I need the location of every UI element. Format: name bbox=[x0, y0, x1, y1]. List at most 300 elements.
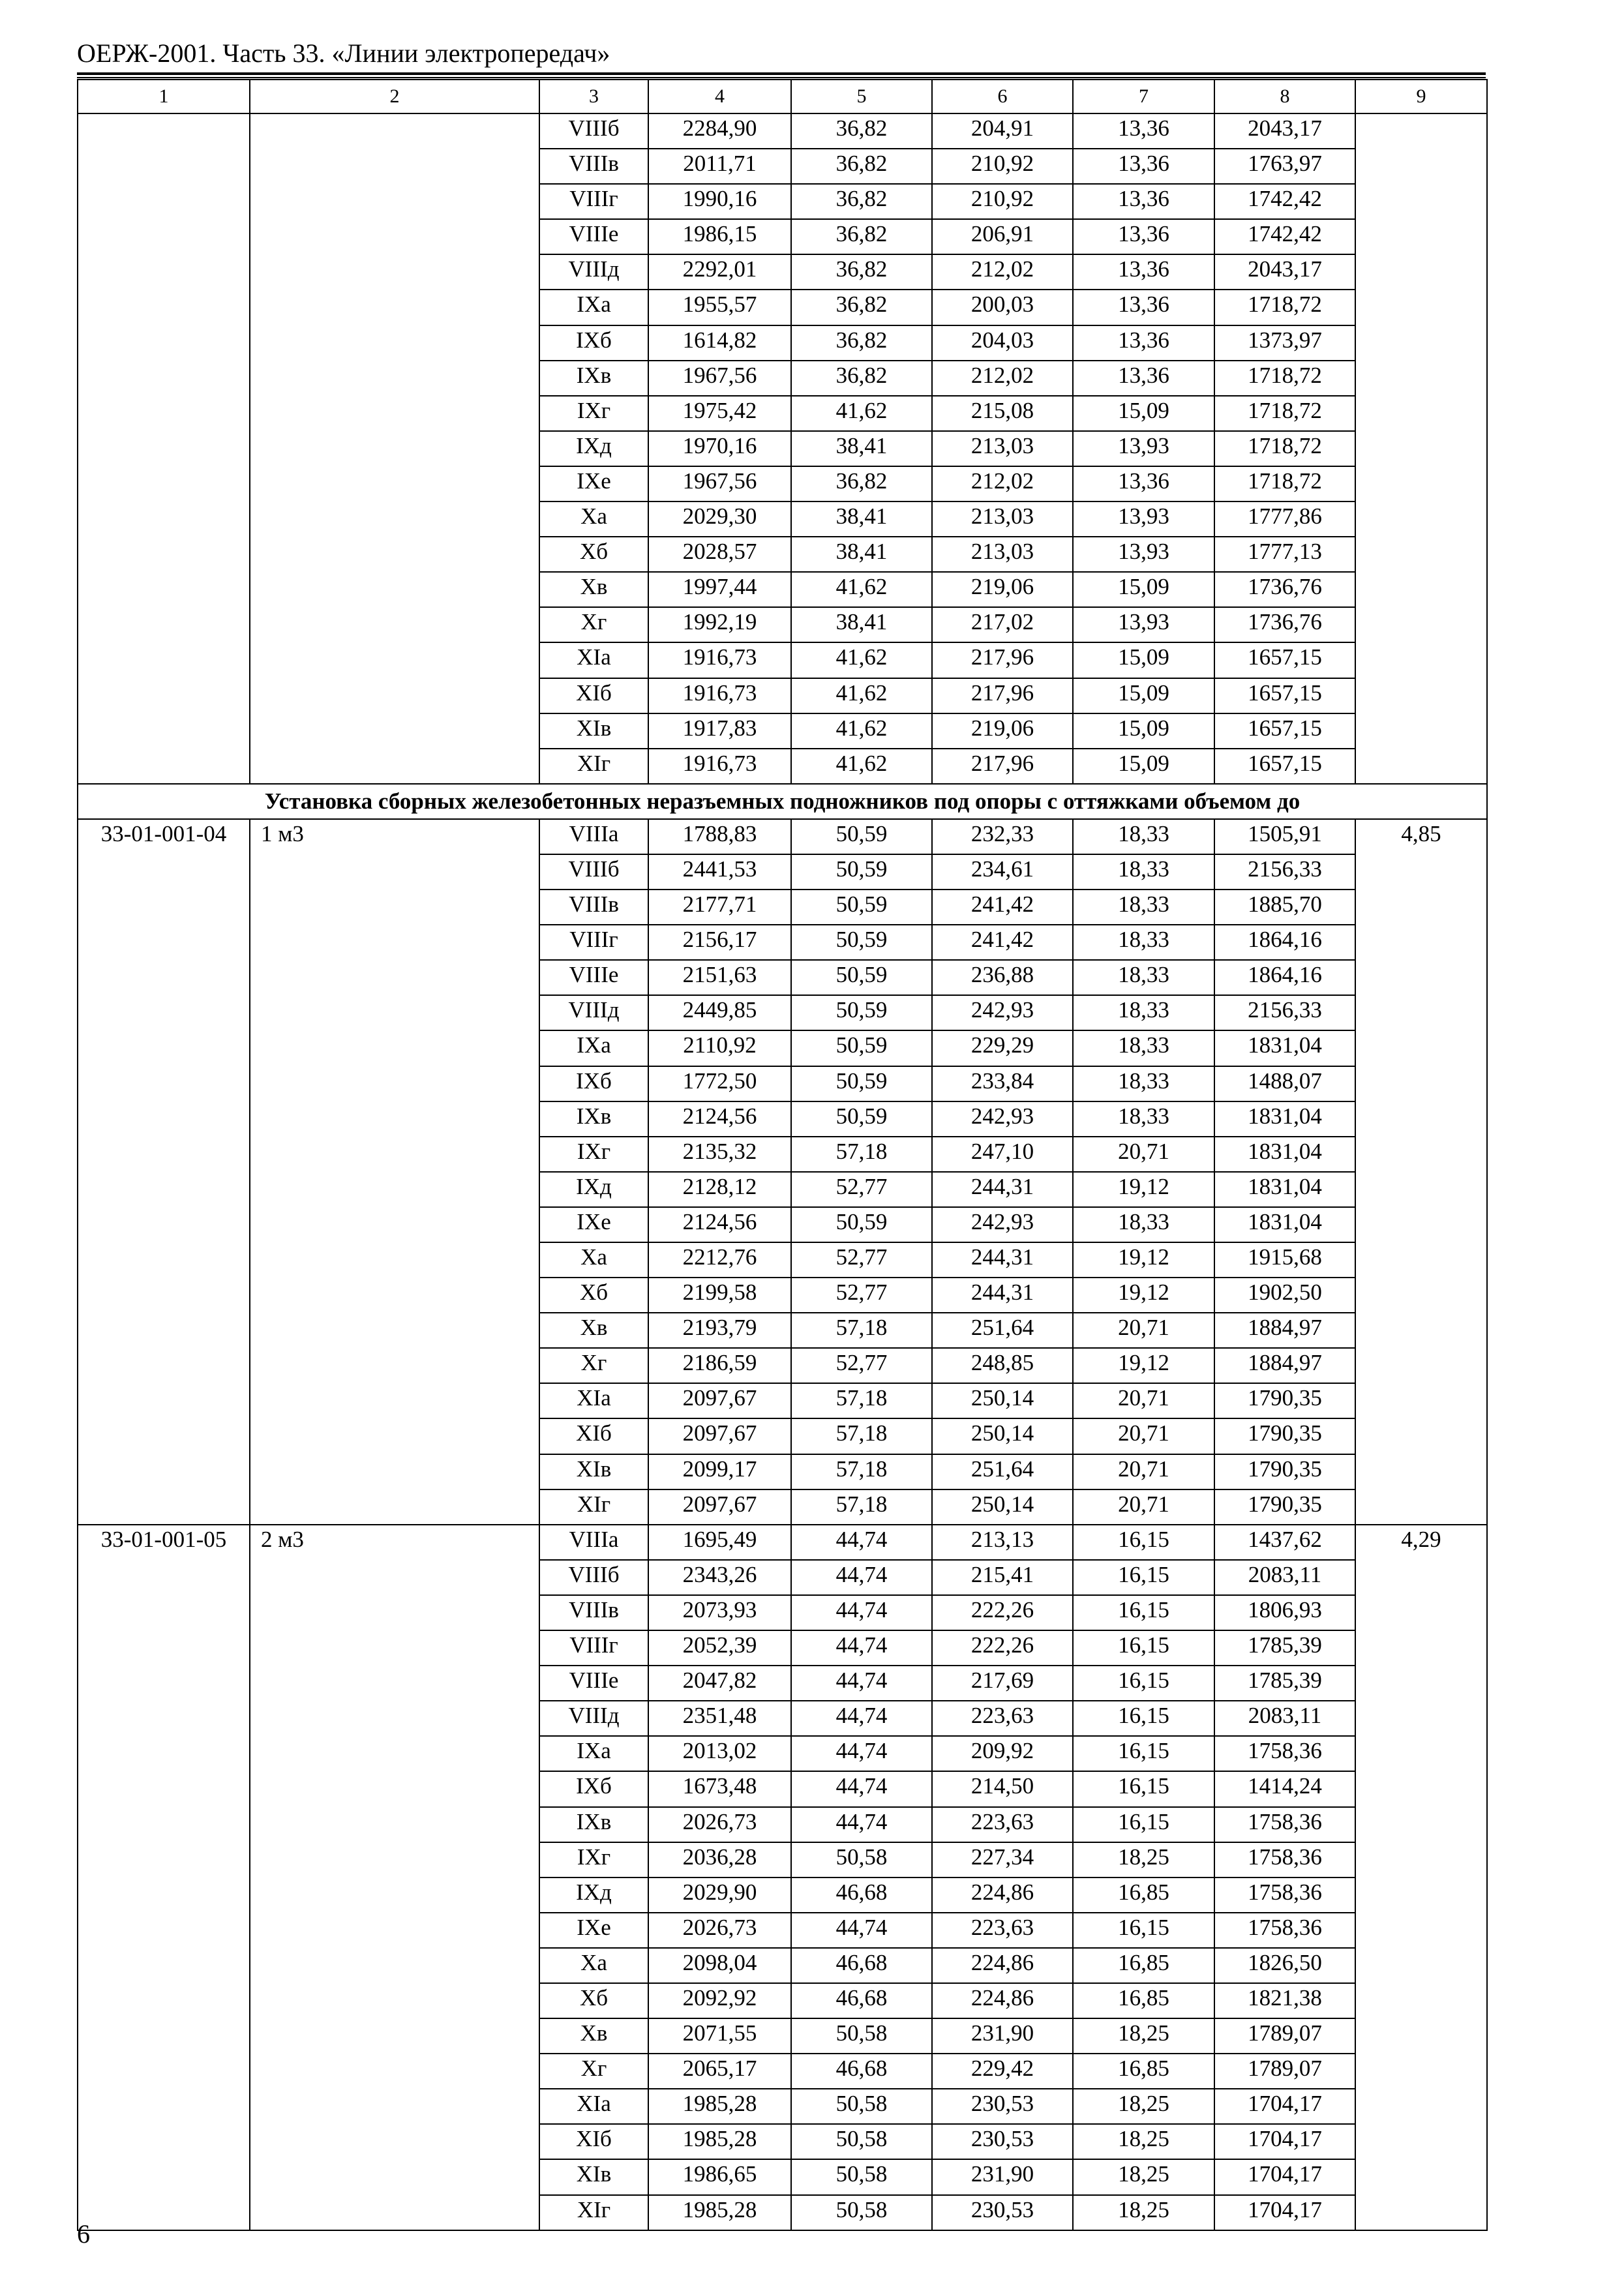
table-cell: 2043,17 bbox=[1214, 113, 1355, 149]
table-cell: 18,33 bbox=[1073, 1101, 1214, 1137]
table-cell: 18,33 bbox=[1073, 1030, 1214, 1066]
table-cell: Xв bbox=[539, 2018, 648, 2054]
table-cell: 44,74 bbox=[791, 1525, 932, 1560]
column-number: 6 bbox=[932, 80, 1073, 113]
table-cell: 217,96 bbox=[932, 749, 1073, 784]
table-cell: 1902,50 bbox=[1214, 1278, 1355, 1313]
table-cell: 19,12 bbox=[1073, 1242, 1214, 1278]
table-cell: 13,36 bbox=[1073, 466, 1214, 501]
column-number: 2 bbox=[250, 80, 539, 113]
table-cell: 1992,19 bbox=[648, 607, 791, 642]
table-cell: 1704,17 bbox=[1214, 2124, 1355, 2159]
table-cell: 219,06 bbox=[932, 713, 1073, 749]
table-cell: 57,18 bbox=[791, 1383, 932, 1418]
table-cell: 15,09 bbox=[1073, 678, 1214, 713]
table-cell: 2097,67 bbox=[648, 1489, 791, 1525]
table-cell: 223,63 bbox=[932, 1807, 1073, 1842]
table-cell: 2110,92 bbox=[648, 1030, 791, 1066]
table-cell: Xа bbox=[539, 501, 648, 537]
table-cell: 1806,93 bbox=[1214, 1595, 1355, 1630]
table-cell: 230,53 bbox=[932, 2124, 1073, 2159]
table-cell: 50,59 bbox=[791, 854, 932, 890]
table-cell: 18,33 bbox=[1073, 925, 1214, 960]
table-cell: 36,82 bbox=[791, 254, 932, 290]
table-cell: 1831,04 bbox=[1214, 1172, 1355, 1207]
table-cell: 18,25 bbox=[1073, 2124, 1214, 2159]
table-cell: 2043,17 bbox=[1214, 254, 1355, 290]
table-cell: 52,77 bbox=[791, 1172, 932, 1207]
table-cell: 52,77 bbox=[791, 1348, 932, 1383]
table-cell: 242,93 bbox=[932, 995, 1073, 1030]
table-cell: 1788,83 bbox=[648, 819, 791, 854]
table-cell: 1917,83 bbox=[648, 713, 791, 749]
table-cell: 1718,72 bbox=[1214, 396, 1355, 431]
table-cell: 50,59 bbox=[791, 1101, 932, 1137]
table-cell: IXв bbox=[539, 361, 648, 396]
table-cell: 2028,57 bbox=[648, 537, 791, 572]
table-cell: 16,15 bbox=[1073, 1666, 1214, 1701]
table-cell: Xа bbox=[539, 1242, 648, 1278]
table-cell: IXа bbox=[539, 1030, 648, 1066]
table-cell: VIIIб bbox=[539, 113, 648, 149]
table-cell: 217,96 bbox=[932, 678, 1073, 713]
table-cell: 2065,17 bbox=[648, 2054, 791, 2089]
table-cell: 16,15 bbox=[1073, 1771, 1214, 1806]
table-cell: XIа bbox=[539, 1383, 648, 1418]
table-cell: 50,59 bbox=[791, 819, 932, 854]
table-cell: VIIIе bbox=[539, 960, 648, 995]
table-cell: 2449,85 bbox=[648, 995, 791, 1030]
table-cell: 16,15 bbox=[1073, 1525, 1214, 1560]
table-cell: 13,36 bbox=[1073, 113, 1214, 149]
table-cell: 20,71 bbox=[1073, 1383, 1214, 1418]
table-cell: 2156,33 bbox=[1214, 854, 1355, 890]
table-cell: 41,62 bbox=[791, 749, 932, 784]
table-cell: 1718,72 bbox=[1214, 290, 1355, 325]
table-cell: 44,74 bbox=[791, 1595, 932, 1630]
table-cell: 1785,39 bbox=[1214, 1666, 1355, 1701]
table-cell: 2343,26 bbox=[648, 1560, 791, 1595]
table-cell: 250,14 bbox=[932, 1489, 1073, 1525]
table-cell: 18,25 bbox=[1073, 2159, 1214, 2194]
table-cell: 18,33 bbox=[1073, 1207, 1214, 1242]
table-cell: XIг bbox=[539, 1489, 648, 1525]
table-cell: 18,25 bbox=[1073, 2195, 1214, 2230]
table-cell: 222,26 bbox=[932, 1630, 1073, 1666]
table-cell: 46,68 bbox=[791, 1878, 932, 1913]
table-cell: 15,09 bbox=[1073, 572, 1214, 607]
table-cell: 57,18 bbox=[791, 1313, 932, 1348]
table-cell: 1695,49 bbox=[648, 1525, 791, 1560]
table-cell: 2047,82 bbox=[648, 1666, 791, 1701]
table-cell: 231,90 bbox=[932, 2018, 1073, 2054]
table-cell: 227,34 bbox=[932, 1842, 1073, 1878]
rate-code-cell bbox=[78, 113, 250, 784]
table-cell: 241,42 bbox=[932, 925, 1073, 960]
table-cell: 2177,71 bbox=[648, 890, 791, 925]
table-cell: 36,82 bbox=[791, 149, 932, 184]
table-cell: 44,74 bbox=[791, 1807, 932, 1842]
table-cell: Xб bbox=[539, 1983, 648, 2018]
table-cell: 41,62 bbox=[791, 678, 932, 713]
table-cell: 2156,33 bbox=[1214, 995, 1355, 1030]
table-cell: 36,82 bbox=[791, 466, 932, 501]
table-cell: 16,85 bbox=[1073, 2054, 1214, 2089]
table-cell: IXг bbox=[539, 1137, 648, 1172]
table-row bbox=[78, 113, 1487, 149]
table-cell: 2151,63 bbox=[648, 960, 791, 995]
table-cell: 20,71 bbox=[1073, 1313, 1214, 1348]
table-cell: 219,06 bbox=[932, 572, 1073, 607]
table-cell: 247,10 bbox=[932, 1137, 1073, 1172]
table-cell: XIб bbox=[539, 1418, 648, 1454]
table-cell: 230,53 bbox=[932, 2195, 1073, 2230]
table-cell: 50,58 bbox=[791, 2124, 932, 2159]
table-cell: 20,71 bbox=[1073, 1489, 1214, 1525]
table-cell: 13,36 bbox=[1073, 325, 1214, 361]
table-cell: 2351,48 bbox=[648, 1701, 791, 1736]
table-cell: 1789,07 bbox=[1214, 2018, 1355, 2054]
table-cell: 44,74 bbox=[791, 1913, 932, 1948]
table-cell: 44,74 bbox=[791, 1736, 932, 1771]
table-cell: 1790,35 bbox=[1214, 1454, 1355, 1489]
table-cell: 18,33 bbox=[1073, 890, 1214, 925]
table-cell: VIIIг bbox=[539, 1630, 648, 1666]
table-cell: 1657,15 bbox=[1214, 642, 1355, 678]
table-cell: 1885,70 bbox=[1214, 890, 1355, 925]
table-cell: 1915,68 bbox=[1214, 1242, 1355, 1278]
table-cell: 41,62 bbox=[791, 642, 932, 678]
table-cell: 57,18 bbox=[791, 1137, 932, 1172]
header-rule-thin bbox=[77, 77, 1486, 78]
table-cell: 2097,67 bbox=[648, 1418, 791, 1454]
table-cell: VIIIв bbox=[539, 1595, 648, 1630]
table-cell: 241,42 bbox=[932, 890, 1073, 925]
table-cell: 13,36 bbox=[1073, 219, 1214, 254]
table-cell: 2083,11 bbox=[1214, 1560, 1355, 1595]
table-cell: Xб bbox=[539, 537, 648, 572]
table-cell: 13,36 bbox=[1073, 149, 1214, 184]
column-number: 4 bbox=[648, 80, 791, 113]
table-cell: 1704,17 bbox=[1214, 2195, 1355, 2230]
table-cell: 36,82 bbox=[791, 113, 932, 149]
table-cell: 210,92 bbox=[932, 184, 1073, 219]
table-cell: IXб bbox=[539, 1771, 648, 1806]
table-cell: 36,82 bbox=[791, 325, 932, 361]
table-cell: 1742,42 bbox=[1214, 219, 1355, 254]
table-cell: 2284,90 bbox=[648, 113, 791, 149]
table-cell: 242,93 bbox=[932, 1207, 1073, 1242]
section-title-row bbox=[78, 784, 1487, 819]
table-cell: XIг bbox=[539, 749, 648, 784]
table-cell: 1736,76 bbox=[1214, 607, 1355, 642]
table-cell: 223,63 bbox=[932, 1701, 1073, 1736]
table-cell: 1955,57 bbox=[648, 290, 791, 325]
table-cell: 1975,42 bbox=[648, 396, 791, 431]
table-cell: 16,15 bbox=[1073, 1807, 1214, 1842]
table-cell: 20,71 bbox=[1073, 1418, 1214, 1454]
table-cell: Xг bbox=[539, 2054, 648, 2089]
table-cell: 1704,17 bbox=[1214, 2089, 1355, 2124]
table-cell: 41,62 bbox=[791, 713, 932, 749]
table-cell: 1831,04 bbox=[1214, 1207, 1355, 1242]
table-cell: 52,77 bbox=[791, 1278, 932, 1313]
table-cell: 250,14 bbox=[932, 1383, 1073, 1418]
table-cell: 214,50 bbox=[932, 1771, 1073, 1806]
table-cell: 1916,73 bbox=[648, 749, 791, 784]
table-cell: 2441,53 bbox=[648, 854, 791, 890]
table-cell: 38,41 bbox=[791, 501, 932, 537]
table-cell: IXе bbox=[539, 466, 648, 501]
table-cell: 1437,62 bbox=[1214, 1525, 1355, 1560]
table-cell: 2073,93 bbox=[648, 1595, 791, 1630]
table-cell: 212,02 bbox=[932, 466, 1073, 501]
table-cell: 217,69 bbox=[932, 1666, 1073, 1701]
table-cell: 1414,24 bbox=[1214, 1771, 1355, 1806]
table-cell: 16,15 bbox=[1073, 1736, 1214, 1771]
table-cell: 1742,42 bbox=[1214, 184, 1355, 219]
table-cell: 1763,97 bbox=[1214, 149, 1355, 184]
table-cell: VIIIд bbox=[539, 254, 648, 290]
table-cell: 1718,72 bbox=[1214, 431, 1355, 466]
table-cell: 1704,17 bbox=[1214, 2159, 1355, 2194]
table-cell: Xв bbox=[539, 1313, 648, 1348]
page-number: 6 bbox=[77, 2219, 90, 2249]
table-cell: IXб bbox=[539, 1066, 648, 1101]
table-cell: XIа bbox=[539, 2089, 648, 2124]
table-cell: 50,59 bbox=[791, 1030, 932, 1066]
table-cell: VIIIд bbox=[539, 995, 648, 1030]
table-cell: 50,59 bbox=[791, 995, 932, 1030]
table-cell: 1916,73 bbox=[648, 642, 791, 678]
table-cell: 44,74 bbox=[791, 1666, 932, 1701]
table-cell: 215,08 bbox=[932, 396, 1073, 431]
table-cell: 2011,71 bbox=[648, 149, 791, 184]
rate-code-cell: 33-01-001-05 bbox=[78, 1525, 250, 2230]
table-cell: 1985,28 bbox=[648, 2124, 791, 2159]
table-cell: 248,85 bbox=[932, 1348, 1073, 1383]
table-cell: IXд bbox=[539, 1172, 648, 1207]
table-cell: 1884,97 bbox=[1214, 1313, 1355, 1348]
table-cell: 206,91 bbox=[932, 219, 1073, 254]
table-cell: VIIIв bbox=[539, 149, 648, 184]
table-cell: IXг bbox=[539, 1842, 648, 1878]
table-cell: 1777,86 bbox=[1214, 501, 1355, 537]
column-number: 1 bbox=[78, 80, 250, 113]
rate-name-cell: 2 м3 bbox=[250, 1525, 539, 2230]
table-cell: 1985,28 bbox=[648, 2089, 791, 2124]
table-cell: 2124,56 bbox=[648, 1207, 791, 1242]
table-cell: 1916,73 bbox=[648, 678, 791, 713]
table-cell: Xб bbox=[539, 1278, 648, 1313]
table-cell: 50,59 bbox=[791, 925, 932, 960]
table-cell: 50,58 bbox=[791, 1842, 932, 1878]
table-cell: 20,71 bbox=[1073, 1454, 1214, 1489]
table-cell: 16,15 bbox=[1073, 1630, 1214, 1666]
col9-cell bbox=[1355, 113, 1487, 784]
table-cell: 2083,11 bbox=[1214, 1701, 1355, 1736]
table-cell: VIIIе bbox=[539, 219, 648, 254]
table-cell: 1758,36 bbox=[1214, 1807, 1355, 1842]
column-number: 5 bbox=[791, 80, 932, 113]
table-cell: 18,33 bbox=[1073, 819, 1214, 854]
table-cell: 204,03 bbox=[932, 325, 1073, 361]
table-cell: 251,64 bbox=[932, 1454, 1073, 1489]
table-cell: 1758,36 bbox=[1214, 1736, 1355, 1771]
table-cell: 1970,16 bbox=[648, 431, 791, 466]
table-cell: 2092,92 bbox=[648, 1983, 791, 2018]
table-cell: 2036,28 bbox=[648, 1842, 791, 1878]
table-cell: 2199,58 bbox=[648, 1278, 791, 1313]
table-cell: 2128,12 bbox=[648, 1172, 791, 1207]
table-cell: 213,03 bbox=[932, 501, 1073, 537]
header-rule-thick bbox=[77, 72, 1486, 75]
table-cell: 1657,15 bbox=[1214, 678, 1355, 713]
table-cell: 19,12 bbox=[1073, 1348, 1214, 1383]
table-cell: 2212,76 bbox=[648, 1242, 791, 1278]
table-row bbox=[78, 1525, 1487, 1560]
table-cell: 16,85 bbox=[1073, 1983, 1214, 2018]
table-cell: 2156,17 bbox=[648, 925, 791, 960]
table-cell: 2026,73 bbox=[648, 1807, 791, 1842]
table-cell: 13,36 bbox=[1073, 254, 1214, 290]
table-cell: 50,59 bbox=[791, 960, 932, 995]
table-cell: 2135,32 bbox=[648, 1137, 791, 1172]
table-cell: 229,42 bbox=[932, 2054, 1073, 2089]
table-cell: 44,74 bbox=[791, 1560, 932, 1595]
table-cell: 1864,16 bbox=[1214, 960, 1355, 995]
table-cell: 1967,56 bbox=[648, 466, 791, 501]
table-cell: 38,41 bbox=[791, 537, 932, 572]
table-cell: VIIIа bbox=[539, 819, 648, 854]
table-cell: 1718,72 bbox=[1214, 361, 1355, 396]
table-cell: 19,12 bbox=[1073, 1172, 1214, 1207]
table-cell: 232,33 bbox=[932, 819, 1073, 854]
table-cell: 57,18 bbox=[791, 1454, 932, 1489]
table-cell: IXв bbox=[539, 1101, 648, 1137]
table-cell: 1777,13 bbox=[1214, 537, 1355, 572]
table-cell: 1884,97 bbox=[1214, 1348, 1355, 1383]
table-cell: 1821,38 bbox=[1214, 1983, 1355, 2018]
column-number: 8 bbox=[1214, 80, 1355, 113]
table-cell: 18,33 bbox=[1073, 854, 1214, 890]
table-cell: 213,03 bbox=[932, 537, 1073, 572]
table-cell: 1790,35 bbox=[1214, 1489, 1355, 1525]
table-cell: 212,02 bbox=[932, 254, 1073, 290]
table-cell: 1864,16 bbox=[1214, 925, 1355, 960]
table-cell: 233,84 bbox=[932, 1066, 1073, 1101]
table-cell: 16,15 bbox=[1073, 1701, 1214, 1736]
table-cell: 36,82 bbox=[791, 184, 932, 219]
table-cell: VIIIа bbox=[539, 1525, 648, 1560]
table-cell: IXа bbox=[539, 290, 648, 325]
table-cell: 1997,44 bbox=[648, 572, 791, 607]
rate-code-cell: 33-01-001-04 bbox=[78, 819, 250, 1525]
table-cell: 18,25 bbox=[1073, 1842, 1214, 1878]
table-cell: 2124,56 bbox=[648, 1101, 791, 1137]
table-cell: 15,09 bbox=[1073, 642, 1214, 678]
table-cell: 13,93 bbox=[1073, 501, 1214, 537]
table-cell: VIIIг bbox=[539, 925, 648, 960]
table-cell: 1758,36 bbox=[1214, 1878, 1355, 1913]
table-cell: 224,86 bbox=[932, 1878, 1073, 1913]
table-cell: 1990,16 bbox=[648, 184, 791, 219]
table-cell: 50,58 bbox=[791, 2018, 932, 2054]
table-cell: 36,82 bbox=[791, 290, 932, 325]
table-cell: 18,33 bbox=[1073, 960, 1214, 995]
table-cell: 236,88 bbox=[932, 960, 1073, 995]
table-cell: 19,12 bbox=[1073, 1278, 1214, 1313]
table-cell: Xв bbox=[539, 572, 648, 607]
table-cell: 244,31 bbox=[932, 1172, 1073, 1207]
table-cell: 231,90 bbox=[932, 2159, 1073, 2194]
table-cell: 2052,39 bbox=[648, 1630, 791, 1666]
table-cell: 229,29 bbox=[932, 1030, 1073, 1066]
table-cell: 2193,79 bbox=[648, 1313, 791, 1348]
table-cell: 1373,97 bbox=[1214, 325, 1355, 361]
table-cell: 57,18 bbox=[791, 1418, 932, 1454]
table-cell: 1488,07 bbox=[1214, 1066, 1355, 1101]
table-cell: 1831,04 bbox=[1214, 1101, 1355, 1137]
table-cell: IXа bbox=[539, 1736, 648, 1771]
table-cell: 204,91 bbox=[932, 113, 1073, 149]
table-cell: Xг bbox=[539, 607, 648, 642]
col9-cell: 4,29 bbox=[1355, 1525, 1487, 2230]
table-cell: 217,96 bbox=[932, 642, 1073, 678]
table-cell: 15,09 bbox=[1073, 713, 1214, 749]
table-cell: VIIIг bbox=[539, 184, 648, 219]
table-cell: 46,68 bbox=[791, 1983, 932, 2018]
col9-cell: 4,85 bbox=[1355, 819, 1487, 1525]
table-cell: 13,36 bbox=[1073, 361, 1214, 396]
table-cell: 15,09 bbox=[1073, 396, 1214, 431]
column-number-row bbox=[78, 80, 1487, 113]
table-cell: 1758,36 bbox=[1214, 1913, 1355, 1948]
table-cell: 16,15 bbox=[1073, 1913, 1214, 1948]
table-cell: 1673,48 bbox=[648, 1771, 791, 1806]
table-cell: 16,15 bbox=[1073, 1560, 1214, 1595]
table-cell: 13,36 bbox=[1073, 290, 1214, 325]
table-cell: 1790,35 bbox=[1214, 1418, 1355, 1454]
table-cell: 1985,28 bbox=[648, 2195, 791, 2230]
table-cell: 57,18 bbox=[791, 1489, 932, 1525]
table-cell: 20,71 bbox=[1073, 1137, 1214, 1172]
table-cell: 15,09 bbox=[1073, 749, 1214, 784]
table-cell: 16,85 bbox=[1073, 1948, 1214, 1983]
table-cell: 50,59 bbox=[791, 1066, 932, 1101]
table-cell: 13,93 bbox=[1073, 431, 1214, 466]
column-number: 3 bbox=[539, 80, 648, 113]
table-cell: 44,74 bbox=[791, 1701, 932, 1736]
table-cell: 2026,73 bbox=[648, 1913, 791, 1948]
table-cell: 234,61 bbox=[932, 854, 1073, 890]
table-cell: XIг bbox=[539, 2195, 648, 2230]
table-cell: 50,58 bbox=[791, 2195, 932, 2230]
table-cell: IXв bbox=[539, 1807, 648, 1842]
table-cell: 50,58 bbox=[791, 2089, 932, 2124]
column-number: 9 bbox=[1355, 80, 1487, 113]
table-cell: 224,86 bbox=[932, 1983, 1073, 2018]
table-cell: 1718,72 bbox=[1214, 466, 1355, 501]
table-cell: 16,15 bbox=[1073, 1595, 1214, 1630]
table-cell: 1785,39 bbox=[1214, 1630, 1355, 1666]
table-cell: 1831,04 bbox=[1214, 1030, 1355, 1066]
section-title: Установка сборных железобетонных неразъемных подножников под опоры с оттяжками объемом до bbox=[78, 784, 1487, 819]
table-cell: 223,63 bbox=[932, 1913, 1073, 1948]
table-cell: 2292,01 bbox=[648, 254, 791, 290]
table-cell: 16,85 bbox=[1073, 1878, 1214, 1913]
table-cell: 13,93 bbox=[1073, 607, 1214, 642]
